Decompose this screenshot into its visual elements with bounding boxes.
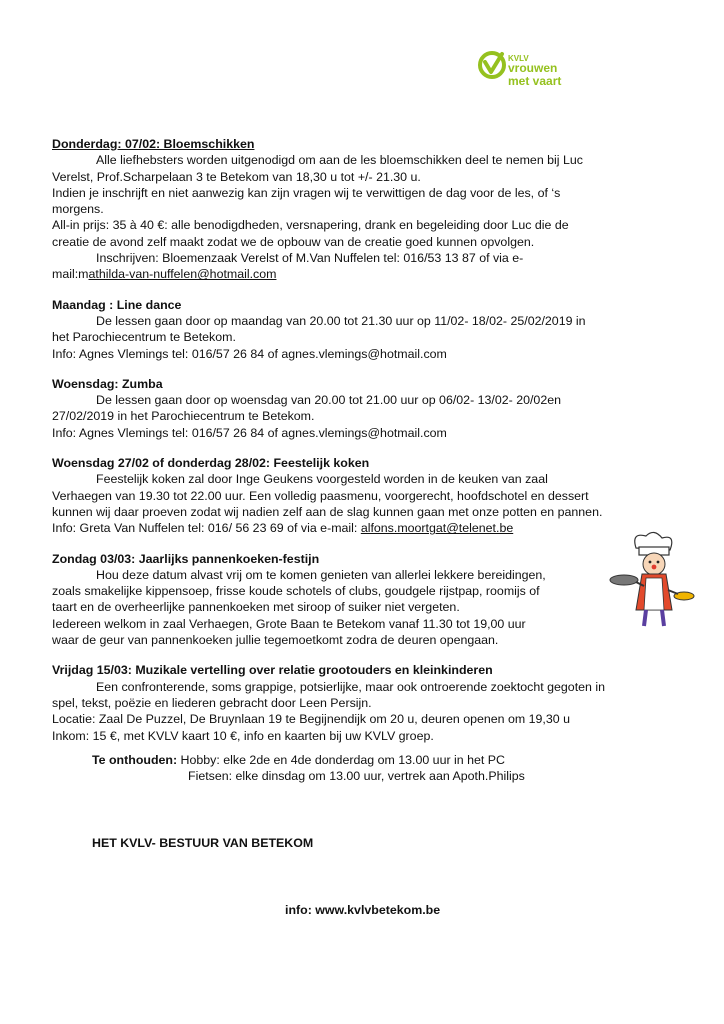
section-heading: Vrijdag 15/03: Muzikale vertelling over relatie grootouders en kleinkinderen — [52, 663, 493, 678]
remember-line: Te onthouden: Hobby: elke 2de en 4de donderdag om 13.00 uur in het PC — [92, 753, 506, 767]
section-heading: Maandag : Line dance — [52, 297, 182, 312]
section-line: Een confronterende, soms grappige, potsierlijke, maar ook ontroerende zoektocht gegoten in — [96, 679, 606, 694]
email-link[interactable]: alfons.moortgat@telenet.be — [360, 521, 514, 536]
remember-label: Te onthouden: — [92, 753, 178, 767]
section-line: De lessen gaan door op maandag van 20.00 tot 21.30 uur op 11/02- 18/02- 25/02/2019 in — [96, 313, 586, 328]
section-line: Info: Agnes Vlemings tel: 016/57 26 84 of agnes.vlemings@hotmail.com — [52, 425, 447, 440]
section-line: Verhaegen van 19.30 tot 22.00 uur. Een volledig paasmenu, voorgerecht, hoofdschotel en dessert — [52, 488, 589, 503]
kvlv-logo — [478, 46, 588, 106]
section-line: Locatie: Zaal De Puzzel, De Bruynlaan 19 te Begijnendijk om 20 u, deuren openen om 19,30 u — [52, 712, 570, 727]
board-signature: HET KVLV- BESTUUR VAN BETEKOM — [92, 836, 314, 850]
section-line-dance — [52, 297, 684, 362]
info-website: info: www.kvlvbetekom.be — [285, 903, 441, 917]
section-line: De lessen gaan door op woensdag van 20.00 tot 21.00 uur op 06/02- 13/02- 20/02en — [96, 393, 561, 408]
section-line: Hou deze datum alvast vrij om te komen genieten van allerlei lekkere bereidingen, — [96, 567, 546, 582]
section-line: waar de geur van pannenkoeken jullie tegemoetkomt zodra de deuren opengaan. — [52, 633, 499, 648]
section-heading: Woensdag 27/02 of donderdag 28/02: Feestelijk koken — [52, 456, 370, 471]
section-line: het Parochiecentrum te Betekom. — [52, 330, 236, 345]
section-line: morgens. — [52, 202, 104, 217]
section-heading: Donderdag: 07/02: Bloemschikken — [52, 137, 255, 151]
logo-tagline-line2: met vaart — [508, 74, 562, 88]
section-line: 27/02/2019 in het Parochiecentrum te Betekom. — [52, 409, 315, 424]
section-line: zoals smakelijke kippensoep, frisse koude schotels of clubs, goudgele rijstpap, roomijs of — [52, 584, 540, 599]
section-line: Iedereen welkom in zaal Verhaegen, Grote Baan te Betekom vanaf 11.30 tot 19,00 uur — [52, 616, 526, 631]
section-line: All-in prijs: 35 à 40 €: alle benodigdheden, versnapering, drank en begeleiding door Luc die de — [52, 218, 569, 233]
section-line: Indien je inschrijft en niet aanwezig kan zijn vragen wij te verwittigen de dag voor de les, of ‘s — [52, 185, 561, 200]
section-line: spel, tekst, poëzie en liederen gebracht door Leen Persijn. — [52, 695, 372, 710]
section-bloemschikken — [52, 136, 684, 283]
section-line: Info: Greta Van Nuffelen tel: 016/ 56 23 69 of via e-mail: alfons.moortgat@telenet.be — [52, 521, 514, 536]
section-line: creatie de avond zelf maakt zodat we de opbouw van de creatie goed kunnen opvolgen. — [52, 234, 535, 249]
section-line: mail:mathilda-van-nuffelen@hotmail.com — [52, 267, 277, 282]
section-heading: Woensdag: Zumba — [52, 376, 163, 391]
remember-line: Fietsen: elke dinsdag om 13.00 uur, vertrek aan Apoth.Philips — [188, 769, 525, 784]
kvlv-logo-mark-icon — [478, 50, 506, 80]
email-link[interactable]: athilda-van-nuffelen@hotmail.com — [88, 267, 277, 282]
section-muzikale-vertelling — [52, 662, 684, 743]
section-zumba — [52, 376, 684, 441]
section-heading: Zondag 03/03: Jaarlijks pannenkoeken-festijn — [52, 551, 320, 566]
section-line: Verelst, Prof.Scharpelaan 3 te Betekom van 18,30 u tot +/- 21.30 u. — [52, 169, 421, 184]
section-line: Info: Agnes Vlemings tel: 016/57 26 84 of agnes.vlemings@hotmail.com — [52, 346, 447, 361]
section-line: taart en de overheerlijke pannenkoeken met siroop of suiker niet vergeten. — [52, 600, 460, 615]
section-line: Inschrijven: Bloemenzaak Verelst of M.Van Nuffelen tel: 016/53 13 87 of via e- — [96, 251, 524, 266]
section-line: Inkom: 15 €, met KVLV kaart 10 €, info en kaarten bij uw KVLV groep. — [52, 728, 434, 743]
section-pannenkoeken — [52, 551, 684, 649]
section-feestelijk-koken — [52, 455, 684, 536]
chef-cartoon-illustration — [606, 530, 696, 640]
section-line: kunnen wij daar proeven zodat wij nadien zelf aan de slag kunnen gaan met onze potten en pannen. — [52, 504, 603, 519]
logo-tagline-line1: vrouwen — [508, 61, 558, 75]
newsletter-body — [52, 136, 684, 758]
section-line: Alle liefhebsters worden uitgenodigd om aan de les bloemschikken deel te nemen bij Luc — [96, 153, 583, 168]
section-line: Feestelijk koken zal door Inge Geukens voorgesteld worden in de keuken van zaal — [96, 472, 548, 487]
remember-block — [92, 752, 525, 785]
logo-brand: KVLV — [508, 54, 529, 63]
